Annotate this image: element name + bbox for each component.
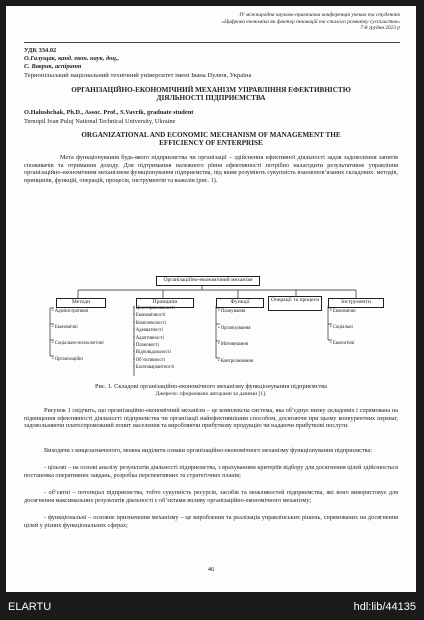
bullet-object: - об’єктні – потенціал підприємства, тобто сукупність ресурсів, засобів та можливостей підприємства, які воно використовує для досягнення максимальних результатів діяльності є об’єктами впливу організаційно-економічного механізму;: [24, 489, 398, 504]
function-item: • Мотивування: [218, 337, 253, 354]
author-2-ua: С. Ваврик, аспірант: [24, 62, 82, 70]
footer-repository-name: ELARTU: [8, 601, 52, 613]
column-principles-box: Принципи: [136, 298, 194, 308]
column-functions-box: Функції: [216, 298, 264, 308]
function-item: • Організування: [218, 321, 253, 338]
principle-item: • Адаптивності: [133, 335, 175, 342]
paragraph-2: Рисунок 1 свідчить, що організаційно-економічний механізм – це комплексна система, яка об’єднує низку складових і спрямована на підвищення ефективності діяльності підприємства чи організації найефективнішим способом, досягаючи при цьому конкурентних переваг, задовольняючи платоспроможний попит населення та виробляючи прибуткову продукцію чи надаючи прибуткові послуги.: [24, 407, 398, 430]
column-operations-box: Операції та процеси: [268, 296, 322, 311]
header-line-3: 7-8 грудня 2023 р: [360, 25, 400, 32]
tool-item: • Економічні: [330, 304, 356, 320]
affiliation-ua: Тернопільський національний технічний університет імені Івана Пулюя, Україна: [24, 72, 252, 79]
header-line-2: «Цифрова економіка як фактор інновацій та сталого розвитку суспільства»: [221, 18, 400, 25]
principle-item: • Плановості: [133, 342, 175, 349]
method-item: • Адміністративні: [52, 304, 104, 320]
figure-source: Джерело: сформовано авторами за даними [1].: [155, 391, 267, 397]
author-1-ua: О.Галущак, канд. екон. наук, доц.,: [24, 55, 120, 62]
principle-item: • Адекватності: [133, 327, 175, 334]
root-box: Організаційно-економічний механізм: [156, 276, 260, 286]
repository-footer: [0, 592, 424, 620]
method-item: • Економічні: [52, 320, 104, 336]
method-item: • Соціально-психологічні: [52, 336, 104, 352]
title-en-line-2: EFFICIENCY OF ENTERPRISE: [159, 139, 263, 148]
bullet-target: - цільові – на основі аналізу результатів діяльності підприємства, з врахуванням критеріїв відбору для досягнення цілей здійснюється постановка оперативних завдань, розробка перспективних та стратегічних планів;: [24, 464, 398, 479]
principle-item: • Багатоваріантності: [133, 364, 175, 371]
paper-page: [6, 6, 416, 592]
column-methods-box: Методи: [56, 298, 106, 308]
principle-item: • Комплексності: [133, 320, 175, 327]
tools-list: [330, 304, 356, 352]
principle-item: • Об’єктивності: [133, 357, 175, 364]
method-item: • Організаційні: [52, 352, 104, 368]
paragraph-3: Виходячи з вищезазначеного, можна виділити ознаки організаційно-економічного механізму функціонування підприємства:: [44, 447, 372, 454]
principle-item: • Цілеспрямованості: [133, 305, 175, 312]
principle-item: • Відповідальності: [133, 349, 175, 356]
figure-caption: Рис. 1. Складові організаційно-економічного механізму функціонування підприємства: [95, 383, 327, 390]
tool-item: • Соціальні: [330, 320, 356, 336]
footer-handle: hdl:lib/44135: [353, 601, 416, 613]
tool-item: • Екологічні: [330, 336, 356, 352]
function-item: • Планування: [218, 304, 253, 321]
title-ua-line-1: ОРГАНІЗАЦІЙНО-ЕКОНОМІЧНИЙ МЕХАНІЗМ УПРАВЛІННЯ ЕФЕКТИВНІСТЮ: [71, 86, 351, 94]
principle-item: • Економічності: [133, 312, 175, 319]
title-ua-line-2: ДІЯЛЬНОСТІ ПІДПРИЄМСТВА: [156, 94, 266, 103]
authors-en: O.Halushchak, Ph.D., Assoc. Prof., S.Vavrik, graduate student: [24, 109, 194, 116]
paragraph-1: Мета функціонування будь-якого підприємства чи організації – здійснення ефективної діяльності задля задоволення запитів споживачів та отримання доходу. Для підтримання належного рівня ефективності потрібно налагодити результативне управління організаційно-економічним механізмом функціонування підприємства, під яким розуміють сукупність взаємопов’язаних складових: методів, принципів, функцій, операцій, процесів, інструментів та важелів (рис. 1).: [24, 154, 398, 185]
udk-code: УДК 334.02: [24, 47, 57, 54]
affiliation-en: Ternopil Ivan Puluj National Technical University, Ukraine: [24, 118, 176, 125]
functions-list: [218, 304, 253, 370]
methods-list: [52, 304, 104, 368]
title-en-line-1: ORGANIZATIONAL AND ECONOMIC MECHANISM OF MANAGEMENT THE: [81, 131, 341, 139]
column-tools-box: Інструменти: [328, 298, 384, 308]
principles-list: [133, 305, 175, 372]
bullet-functional: - функціональні – основне призначення механізму – це вироблення та реалізація управлінських рішень, спрямованих на досягнення цілей у різних функціональних сферах;: [24, 514, 398, 529]
header-line-1: IV міжнародна науково-практична конференція учених та студентів: [239, 12, 400, 18]
function-item: • Контролювання: [218, 354, 253, 371]
page-number: 46: [207, 566, 215, 573]
